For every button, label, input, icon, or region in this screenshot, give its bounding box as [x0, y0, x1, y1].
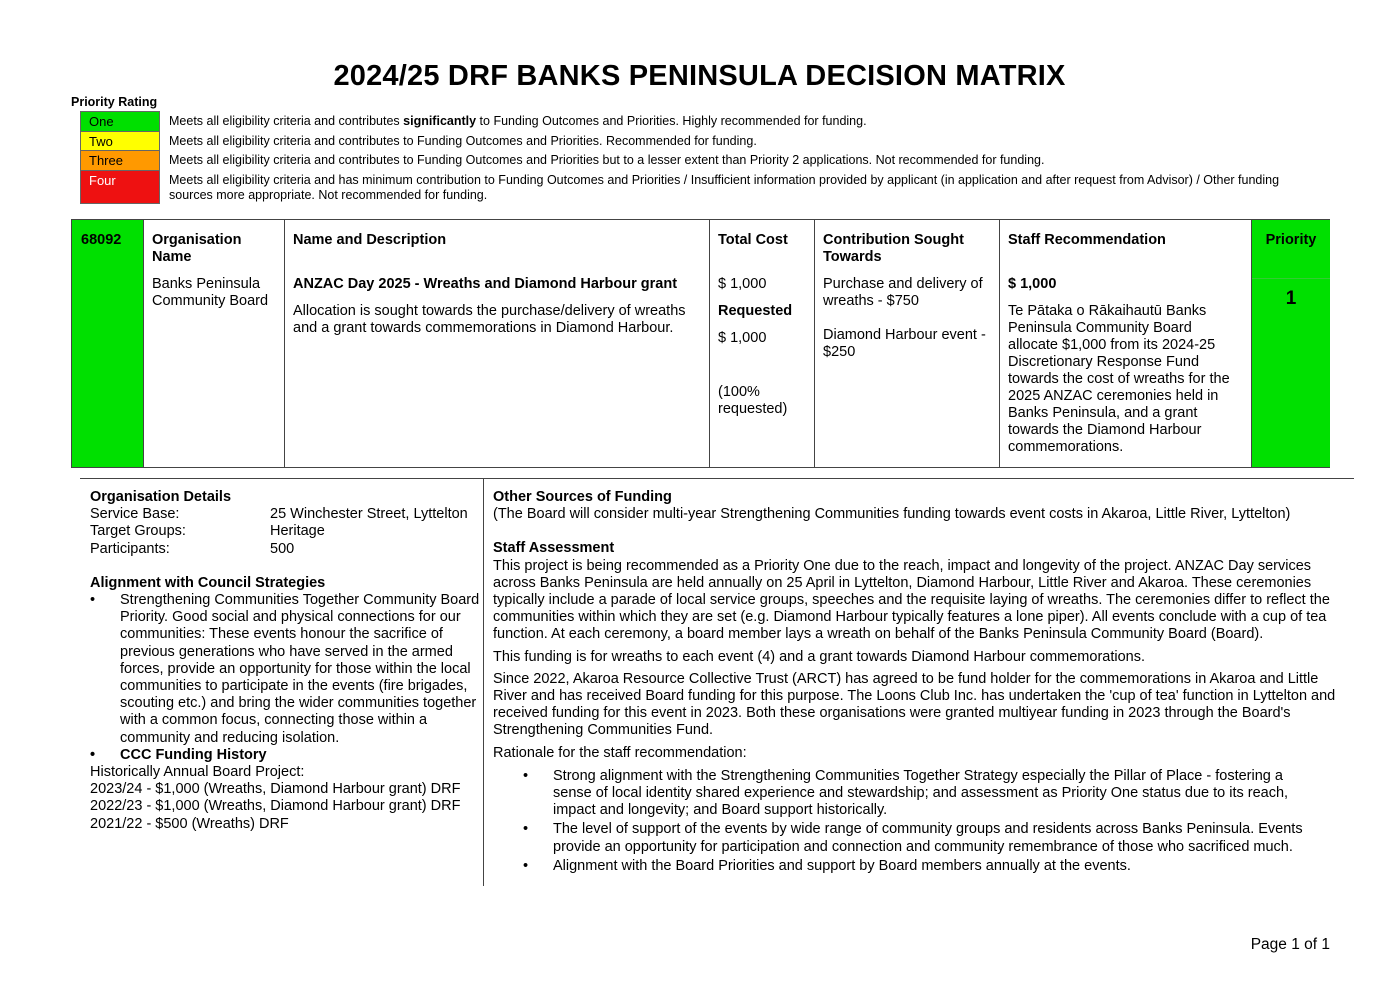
detail-value: 500 — [270, 540, 295, 557]
contribution-item: Diamond Harbour event - $250 — [823, 327, 986, 360]
assessment-paragraph: Since 2022, Akaroa Resource Collective Trust (ARCT) has agreed to be fund holder for the commemorations in Akaroa and Little River and has received Board funding for this purpose. The Loons Club Inc. has undertaken the 'cup of tea' function in Lyttelton and received funding for this event in 2023. Both these organisations were granted multiyear funding in 2023 through the Board's Strengthening Communities Fund. — [493, 670, 1336, 739]
application-id-cell — [72, 220, 144, 467]
list-item: • Strengthening Communities Together Community Board Priority. Good social and physical connections for our communities: These events honour the sacrifice of previous generations who have served in the armed forces, provide an opportunity for those within the local communities to participate in the events (fire brigades, scouting etc.) and bring the wider communities together with a common focus, connecting those within a community and reducing isolation. — [90, 592, 480, 747]
section-divider — [80, 478, 1354, 479]
detail-key: Target Groups: — [90, 523, 186, 540]
left-column — [90, 489, 480, 833]
assessment-paragraph: This funding is for wreaths to each event (4) and a grant towards Diamond Harbour commemorations. — [493, 648, 1146, 665]
name-desc-header: Name and Description — [293, 232, 447, 248]
priority-swatch-one — [80, 111, 160, 131]
column-divider — [483, 478, 484, 886]
right-column — [493, 489, 1353, 875]
total-cost-cell — [710, 220, 815, 467]
name-desc-cell — [285, 220, 710, 467]
staff-rec-cell — [1000, 220, 1252, 467]
priority-desc: Meets all eligibility criteria and contributes to Funding Outcomes and Priorities but to a lesser extent than Priority 2 applications. Not recommended for funding. — [169, 153, 1045, 167]
history-line: 2021/22 - $500 (Wreaths) DRF — [90, 815, 289, 832]
detail-row — [90, 523, 480, 540]
contribution-item: Purchase and delivery of wreaths - $750 — [823, 276, 983, 309]
priority-cell — [1252, 220, 1330, 467]
priority-rating-heading: Priority Rating — [71, 95, 158, 109]
staff-rec-header: Staff Recommendation — [1008, 232, 1166, 248]
total-cost-value: $ 1,000 — [718, 276, 767, 292]
detail-value: 25 Winchester Street, Lyttelton — [270, 506, 468, 523]
requested-percent: (100% requested) — [718, 384, 788, 417]
org-name: Banks Peninsula Community Board — [152, 276, 269, 309]
priority-label: Two — [89, 133, 113, 149]
contribution-header: Contribution Sought Towards — [823, 232, 964, 265]
requested-value: $ 1,000 — [718, 330, 767, 346]
alignment-list — [90, 592, 480, 764]
org-cell — [144, 220, 285, 467]
rationale-list — [493, 768, 1323, 875]
page-title: 2024/25 DRF BANKS PENINSULA DECISION MATRIX — [333, 60, 1066, 92]
priority-desc-text: to Funding Outcomes and Priorities. Highly recommended for funding. — [476, 114, 867, 128]
priority-header: Priority — [1265, 232, 1317, 248]
history-line: Historically Annual Board Project: — [90, 764, 305, 781]
priority-swatch-three — [80, 150, 160, 170]
priority-desc — [169, 114, 1319, 129]
application-id: 68092 — [81, 232, 122, 248]
list-item: • Alignment with the Board Priorities and support by Board members annually at the events. — [493, 858, 1323, 875]
priority-swatch-four — [80, 170, 160, 204]
priority-divider — [1252, 278, 1330, 279]
history-line: 2023/24 - $1,000 (Wreaths, Diamond Harbour grant) DRF — [90, 781, 461, 798]
org-details-heading: Organisation Details — [90, 489, 232, 505]
project-description: Allocation is sought towards the purchase/delivery of wreaths and a grant towards commemorations in Diamond Harbour. — [293, 303, 686, 336]
other-funding-heading: Other Sources of Funding — [493, 489, 672, 505]
priority-value: 1 — [1285, 288, 1297, 309]
list-item: • Strong alignment with the Strengthening Communities Together Strategy especially the Pillar of Place - fostering a sense of local identity shared experience and stewardship; and assessment as Priority One status due to its reach, impact and longevity; and Board support historically. — [493, 768, 1323, 820]
priority-label: Three — [89, 153, 123, 168]
requested-label: Requested — [718, 303, 793, 319]
priority-desc-text: Meets all eligibility criteria and contributes — [169, 114, 404, 128]
assessment-paragraph: This project is being recommended as a Priority One due to the reach, impact and longevity of the project. ANZAC Day services across Banks Peninsula are held annually on 25 April in Lyttelton, Diamond Harbour, Little River and Akaroa. These ceremonies typically include a parade of local service groups, speeches and the requisite laying of wreaths. The ceremonies differ to reflect the communities within which they are set (e.g. Diamond Harbour typically features a lone piper). All events conclude with a cup of tea function. At each ceremony, a board member lays a wreath on behalf of the Banks Peninsula Community Board (Board). — [493, 557, 1330, 643]
total-cost-header: Total Cost — [718, 232, 788, 248]
page-number: Page 1 of 1 — [1250, 936, 1330, 953]
application-table — [71, 219, 1330, 468]
detail-row — [90, 506, 480, 523]
priority-swatch-two — [80, 131, 160, 151]
detail-row — [90, 541, 480, 558]
priority-desc: Meets all eligibility criteria and contributes to Funding Outcomes and Priorities. Recommended for funding. — [169, 133, 757, 148]
other-funding-text: (The Board will consider multi-year Strengthening Communities funding towards event costs in Akaroa, Little River, Lyttelton) — [493, 506, 1291, 523]
list-item: • The level of support of the events by wide range of community groups and residents across Banks Peninsula. Events provide an opportunity for participation and connection and community remembrance of those who sacrificed much. — [493, 821, 1323, 855]
detail-key: Service Base: — [90, 506, 180, 523]
detail-key: Participants: — [90, 540, 170, 557]
priority-label: One — [89, 114, 114, 129]
staff-rec-amount: $ 1,000 — [1008, 276, 1057, 292]
alignment-heading: Alignment with Council Strategies — [90, 574, 326, 591]
contribution-cell — [815, 220, 1000, 467]
list-item: • CCC Funding History — [90, 747, 480, 764]
detail-value: Heritage — [270, 523, 325, 540]
staff-assessment-heading: Staff Assessment — [493, 540, 615, 557]
staff-rec-text: Te Pātaka o Rākaihautū Banks Peninsula Community Board allocate $1,000 from its 2024-25 Discretionary Response Fund towards the cost of wreaths for the 2025 ANZAC ceremonies held in Banks Peninsula, and a grant towards the Diamond Harbour commemorations. — [1008, 303, 1230, 455]
priority-desc: Meets all eligibility criteria and has minimum contribution to Funding Outcomes and Priorities / Insufficient information provided by applicant (in application and after request from Advisor) / Other funding sources more appropriate. Not recommended for funding. — [169, 172, 1280, 202]
priority-desc-bold: significantly — [403, 114, 477, 128]
history-line: 2022/23 - $1,000 (Wreaths, Diamond Harbour grant) DRF — [90, 798, 461, 815]
project-name: ANZAC Day 2025 - Wreaths and Diamond Harbour grant — [293, 276, 678, 292]
assessment-paragraph: Rationale for the staff recommendation: — [493, 744, 747, 761]
org-header: Organisation Name — [152, 232, 242, 265]
priority-label: Four — [89, 172, 116, 188]
